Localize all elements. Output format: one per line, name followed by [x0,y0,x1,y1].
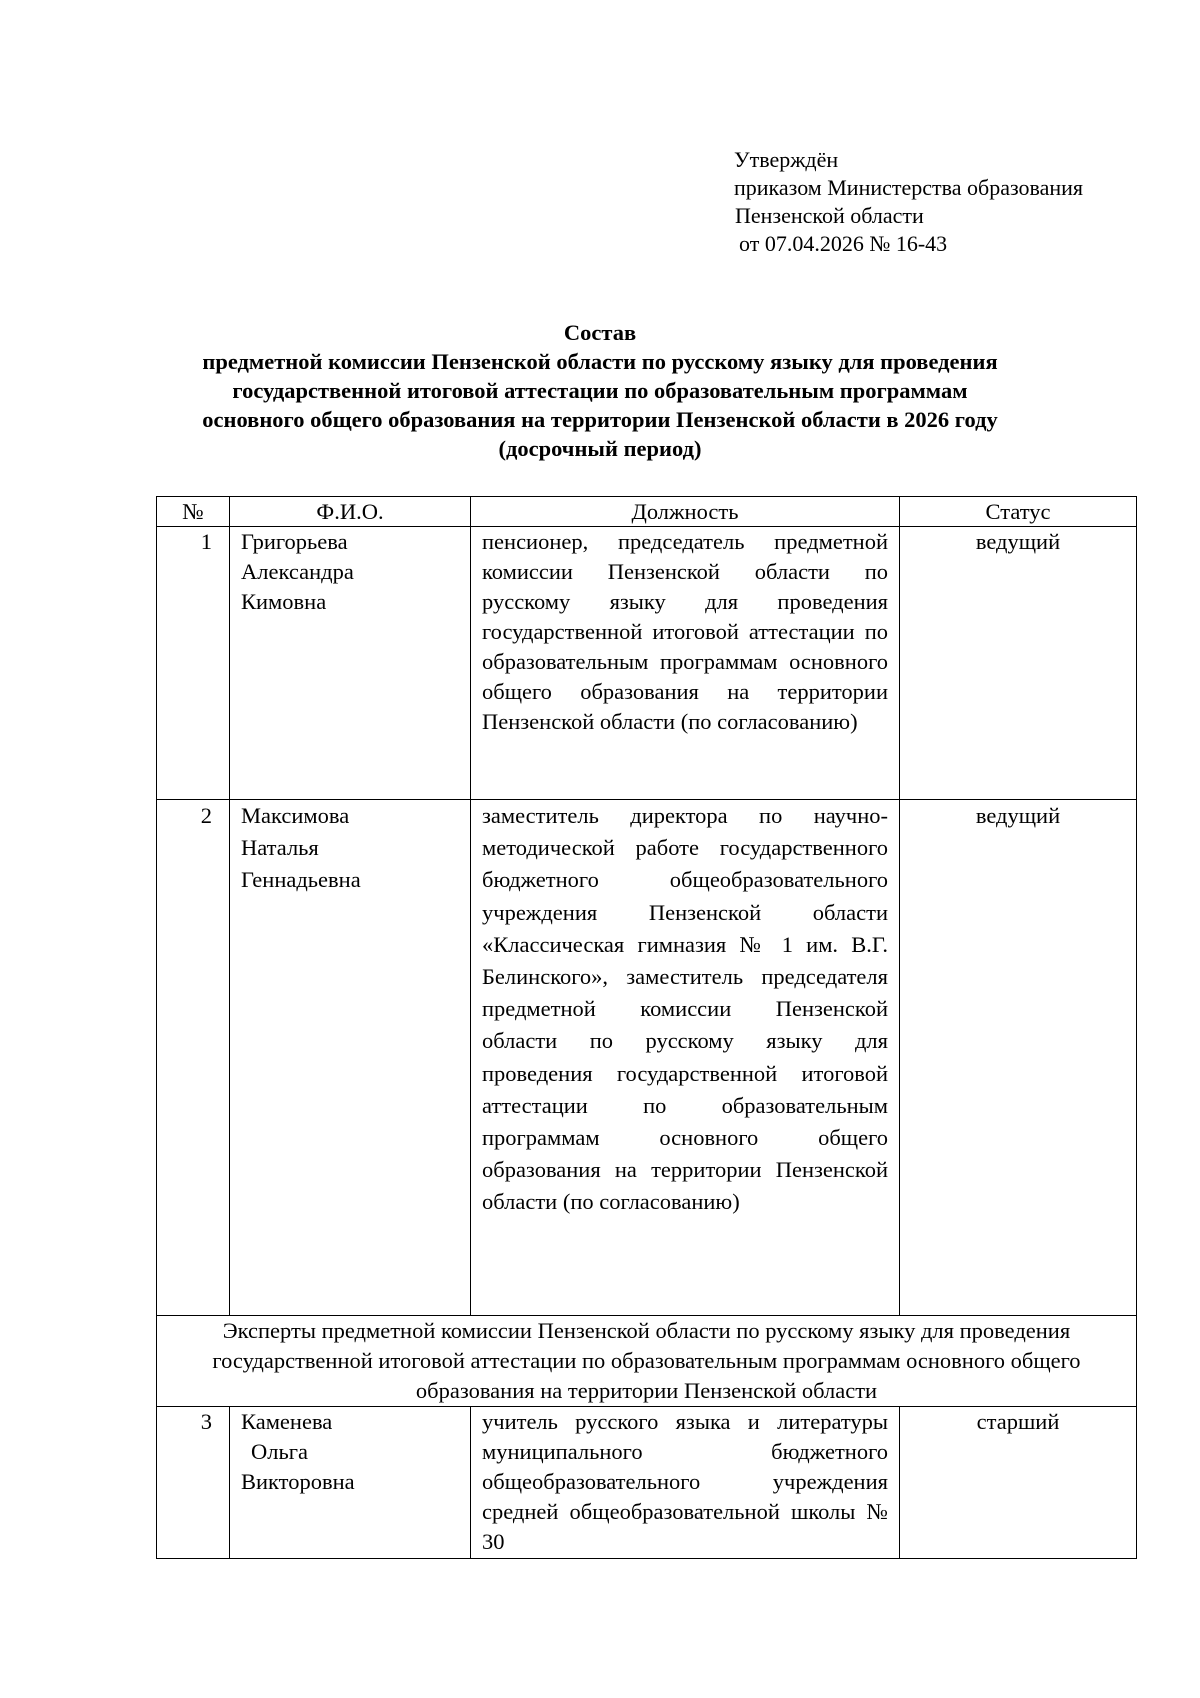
member-name [230,1407,471,1559]
approval-line-date-number: от 07.04.2026 № 16-43 [739,231,948,256]
column-header-name: Ф.И.О. [230,497,471,527]
column-header-status: Статус [900,497,1137,527]
heading-line-1: предметной комиссии Пензенской области по русскому языку для проведения [202,349,998,374]
row-number: 1 [157,527,230,800]
column-header-position: Должность [471,497,900,527]
section-row [157,1316,1137,1407]
table-header-row [157,497,1137,527]
approval-line-approved: Утверждён [734,147,839,172]
member-position: учитель русского языка и литературы муниципального бюджетного общеобразовательного учреждения средней общеобразовательной школы № 30 [471,1407,900,1559]
member-surname: Максимова [241,803,350,828]
table-row [157,527,1137,800]
member-first-name: Ольга [251,1439,308,1464]
member-surname: Григорьева [241,529,348,554]
section-title: Эксперты предметной комиссии Пензенской области по русскому языку для проведения государственной итоговой аттестации по образовательным программам основного общего образования на территории Пензенской области [157,1316,1137,1407]
commission-table [156,496,1137,1559]
table-row [157,800,1137,1316]
table-row [157,1407,1137,1559]
member-status: старший [900,1407,1137,1559]
member-name [230,800,471,1316]
member-name [230,527,471,800]
member-position: заместитель директора по научно-методической работе государственного бюджетного общеобразовательного учреждения Пензенской области «Классическая гимназия № 1 им. В.Г. Белинского», заместитель председателя предметной комиссии Пензенской области по русскому языку для проведения государственной итоговой аттестации по образовательным программам основного общего образования на территории Пензенской области (по согласованию) [471,800,900,1316]
member-surname: Каменева [241,1409,333,1434]
approval-line-region: Пензенской области [735,203,924,228]
member-first-name: Наталья [241,835,319,861]
member-patronymic: Геннадьевна [241,867,361,893]
heading-line-3: основного общего образования на территории Пензенской области в 2026 году [202,407,998,432]
document-heading [150,318,1050,463]
member-patronymic: Викторовна [241,1469,355,1494]
member-status: ведущий [900,527,1137,800]
approval-line-order: приказом Министерства образования [734,175,1084,200]
row-number: 3 [157,1407,230,1559]
member-patronymic: Кимовна [241,589,327,614]
member-position: пенсионер, председатель предметной комиссии Пензенской области по русскому языку для проведения государственной итоговой аттестации по образовательным программам основного общего образования на территории Пензенской области (по согласованию) [471,527,900,800]
heading-line-4: (досрочный период) [498,436,702,461]
document-title: Состав [563,320,637,345]
member-first-name: Александра [241,559,354,584]
approval-block [734,146,1083,258]
row-number: 2 [157,800,230,1316]
heading-line-2: государственной итоговой аттестации по образовательным программам [232,378,968,403]
member-status: ведущий [900,800,1137,1316]
column-header-number: № [157,497,230,527]
